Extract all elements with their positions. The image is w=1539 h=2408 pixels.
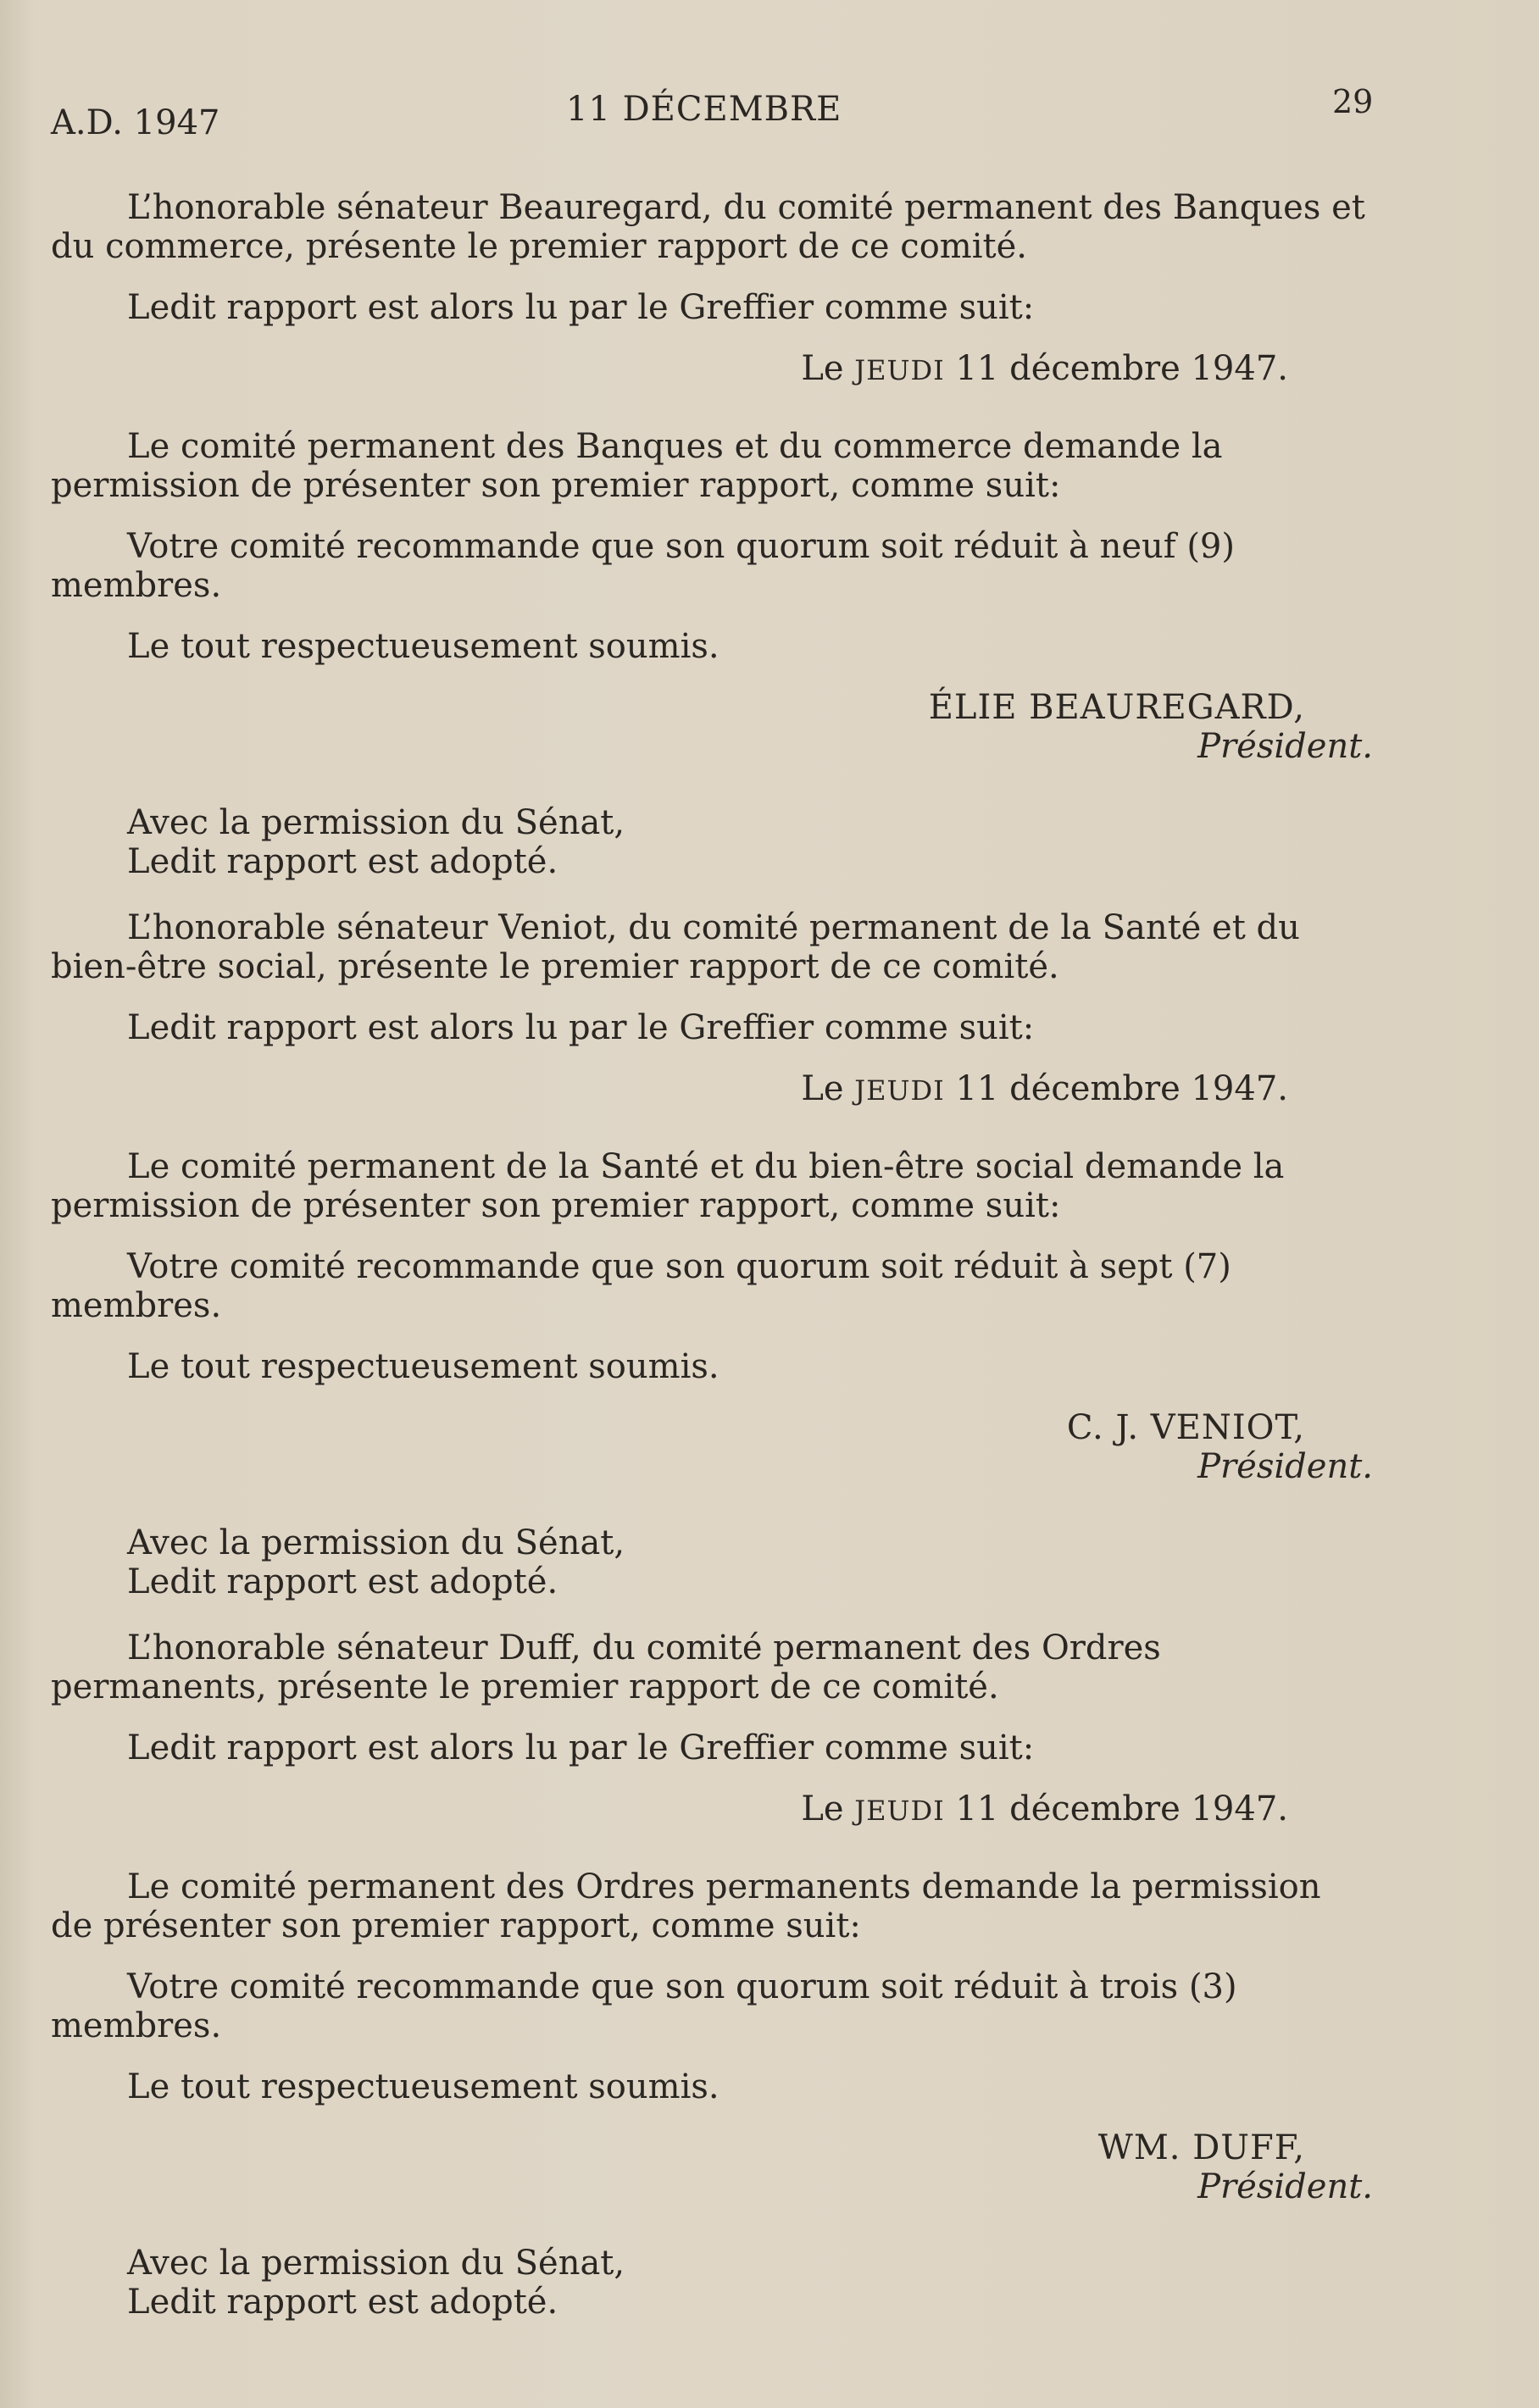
date-prefix: Le xyxy=(801,349,844,388)
report-recommendation: Votre comité recommande que son quorum soit réduit à sept (7) membres. xyxy=(51,1247,1231,1325)
date-day: JEUDI xyxy=(854,1074,945,1107)
signature-title: Président. xyxy=(1197,2167,1373,2206)
adopted-line: Ledit rapport est adopté. xyxy=(127,2283,558,2322)
page-number: 29 xyxy=(1332,83,1374,120)
report-date xyxy=(51,1789,1373,1830)
report-read-line: Ledit rapport est alors lu par le Greffier comme suit: xyxy=(127,1008,1035,1047)
report-intro: L’honorable sénateur Veniot, du comité permanent de la Santé et du bien-être social, présente le premier rapport de ce comité. xyxy=(51,908,1300,986)
report-recommendation: Votre comité recommande que son quorum soit réduit à trois (3) membres. xyxy=(51,1967,1237,2045)
report-closing: Le tout respectueusement soumis. xyxy=(127,1347,719,1386)
signature-name: ÉLIE BEAUREGARD, xyxy=(928,688,1305,727)
date-day: JEUDI xyxy=(854,354,945,386)
header-date: 11 DÉCEMBRE xyxy=(566,90,842,129)
header-year: A.D. 1947 xyxy=(51,103,220,142)
report-closing: Le tout respectueusement soumis. xyxy=(127,2067,719,2106)
date-rest: 11 décembre 1947. xyxy=(955,1069,1288,1108)
report-recommendation: Votre comité recommande que son quorum soit réduit à neuf (9) membres. xyxy=(51,527,1235,605)
report-date xyxy=(51,349,1373,390)
permission-line: Avec la permission du Sénat, xyxy=(127,1523,625,1562)
report-read-line: Ledit rapport est alors lu par le Greffier comme suit: xyxy=(127,288,1035,327)
date-prefix: Le xyxy=(801,1069,844,1108)
permission-line: Avec la permission du Sénat, xyxy=(127,2244,625,2283)
report-intro: L’honorable sénateur Beauregard, du comité permanent des Banques et du commerce, présente le premier rapport de ce comité. xyxy=(51,188,1365,266)
permission-line: Avec la permission du Sénat, xyxy=(127,803,625,842)
report-request: Le comité permanent des Ordres permanents demande la permission de présenter son premier rapport, comme suit: xyxy=(51,1867,1321,1945)
report-request: Le comité permanent des Banques et du commerce demande la permission de présenter son premier rapport, comme suit: xyxy=(51,427,1223,505)
adopted-line: Ledit rapport est adopté. xyxy=(127,842,558,881)
date-prefix: Le xyxy=(801,1789,844,1828)
signature-title: Président. xyxy=(1197,1447,1373,1486)
date-rest: 11 décembre 1947. xyxy=(955,1789,1288,1828)
page-header xyxy=(0,0,1539,144)
signature-name: WM. DUFF, xyxy=(1097,2128,1305,2167)
date-day: JEUDI xyxy=(854,1795,945,1827)
report-section-sante xyxy=(51,908,1373,1601)
date-rest: 11 décembre 1947. xyxy=(955,349,1288,388)
signature-title: Président. xyxy=(1197,727,1373,766)
report-intro: L’honorable sénateur Duff, du comité permanent des Ordres permanents, présente le premier rapport de ce comité. xyxy=(51,1628,1161,1706)
report-section-ordres xyxy=(51,1628,1373,2322)
report-section-banques xyxy=(51,188,1373,881)
report-closing: Le tout respectueusement soumis. xyxy=(127,627,719,666)
report-read-line: Ledit rapport est alors lu par le Greffier comme suit: xyxy=(127,1728,1035,1767)
adopted-line: Ledit rapport est adopté. xyxy=(127,1562,558,1601)
report-date xyxy=(51,1069,1373,1110)
report-request: Le comité permanent de la Santé et du bien-être social demande la permission de présenter son premier rapport, comme suit: xyxy=(51,1147,1285,1225)
signature-name: C. J. VENIOT, xyxy=(1066,1408,1305,1447)
